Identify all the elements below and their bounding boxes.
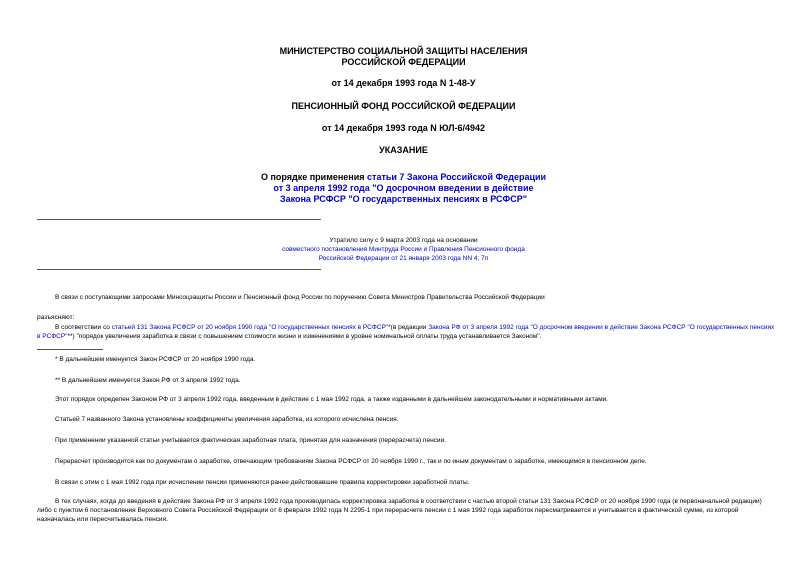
divider-bottom <box>37 269 321 270</box>
status-note-line-1: Утратило силу с 9 марта 2003 года на основании <box>329 237 478 244</box>
paragraph-correction: В тех случаях, когда до введения в действие Закона РФ от 3 апреля 1992 года производилась корректировка заработка в соответствии с частью второй статьи 131 Закона РСФСР от 20 ноября 1990 года (в первоначальной редакции) либо с пунктом 6 постановления Верховного Совета Российской Федерации от 6 февраля 1992 года N 2295-1 при перерасчете пенсии с 1 мая 1992 года заработок пересматривается и учитывается в фактической сумме, из которой назначалась или пересчитывалась пенсия. <box>37 498 762 523</box>
status-note-link-line-2[interactable]: совместного постановления Минтруда России и Правления Пенсионного фонда <box>282 246 525 253</box>
ministry-name <box>0 46 807 68</box>
footnote-divider <box>37 349 103 350</box>
status-note <box>0 236 807 263</box>
footnote-1: * В дальнейшем именуется Закон РСФСР от 20 ноября 1990 года. <box>55 356 256 363</box>
link-article-131[interactable]: статьей 131 Закона РСФСР от 20 ноября 1990 года "О государственных пенсиях в РСФСР" <box>111 324 389 331</box>
title-prefix: О порядке применения <box>260 172 368 182</box>
ministry-line-1: МИНИСТЕРСТВО СОЦИАЛЬНОЙ ЗАЩИТЫ НАСЕЛЕНИЯ <box>279 46 528 56</box>
title-link-line-2[interactable]: от 3 апреля 1992 года "О досрочном введении в действие <box>273 183 534 193</box>
title-link-article-7[interactable]: статьи 7 Закона Российской Федерации <box>367 172 547 182</box>
title-link-line-3[interactable]: Закона РСФСР "О государственных пенсиях в РСФСР" <box>279 194 528 204</box>
status-note-link-line-3[interactable]: Российской Федерации от 21 января 2003 года NN 4; 7п <box>318 255 489 262</box>
ministry-line-2: РОССИЙСКОЙ ФЕДЕРАЦИИ <box>341 57 466 67</box>
ministry-date: от 14 декабря 1993 года N 1-48-У <box>331 78 476 88</box>
paragraph-salary: При применении указанной статьи учитывается фактическая заработная плата, принятая для назначения (перерасчета) пенсии. <box>55 437 446 444</box>
paragraph-intro: В связи с поступающими запросами Минсоцзащиты России и Пенсионный фонд России по поручению Совета Министров Правительства Российской Федерации <box>55 294 545 301</box>
document-title <box>0 172 807 205</box>
paragraph-rules: В связи с этим с 1 мая 1992 года при исчислении пенсии применяются ранее действовавшие правила корректировки заработной платы. <box>55 479 470 486</box>
paragraph-recalc: Перерасчет производится как по документам о заработке, отвечающим требованиям Закона РСФСР от 20 ноября 1990 г., так и по иным документам о заработке, имеющимся в пенсионном деле. <box>55 458 647 465</box>
divider-top <box>37 219 321 220</box>
link-law-1992[interactable]: Закона РФ от 3 апреля 1992 года "О досрочном введении в действие Закона РСФСР "О государственных пенсиях в РСФСР" <box>37 324 775 340</box>
paragraph-order: Этот порядок определен Законом РФ от 3 апреля 1992 года, введенным в действие с 1 мая 1992 года, а также изданными в дальнейшем законодательными и нормативными актами. <box>55 396 608 403</box>
footnote-2: ** В дальнейшем именуется Закон РФ от 3 апреля 1992 года. <box>55 377 241 384</box>
fund-name: ПЕНСИОННЫЙ ФОНД РОССИЙСКОЙ ФЕДЕРАЦИИ <box>291 101 516 111</box>
title-line-1 <box>0 172 807 183</box>
document-type: УКАЗАНИЕ <box>379 145 428 155</box>
paragraph-explain: разъясняют: <box>37 314 75 321</box>
paragraph-article-131: В соответствии со статьей 131 Закона РСФСР от 20 ноября 1990 года "О государственных пенсиях в РСФСР"*(в редакции Закона РФ от 3 апреля 1992 года "О досрочном введении в действие Закона РСФСР "О государственных пенсиях в РСФСР"**) "порядок увеличения заработка в связи с повышением стоимости жизни и изменениями в уровне номинальной оплаты труда устанавливается Законом". <box>37 324 775 340</box>
paragraph-article-7: Статьей 7 названного Закона установлены коэффициенты увеличения заработка, из которого исчислена пенсия. <box>55 416 399 423</box>
fund-date: от 14 декабря 1993 года N ЮЛ-6/4942 <box>321 123 486 133</box>
